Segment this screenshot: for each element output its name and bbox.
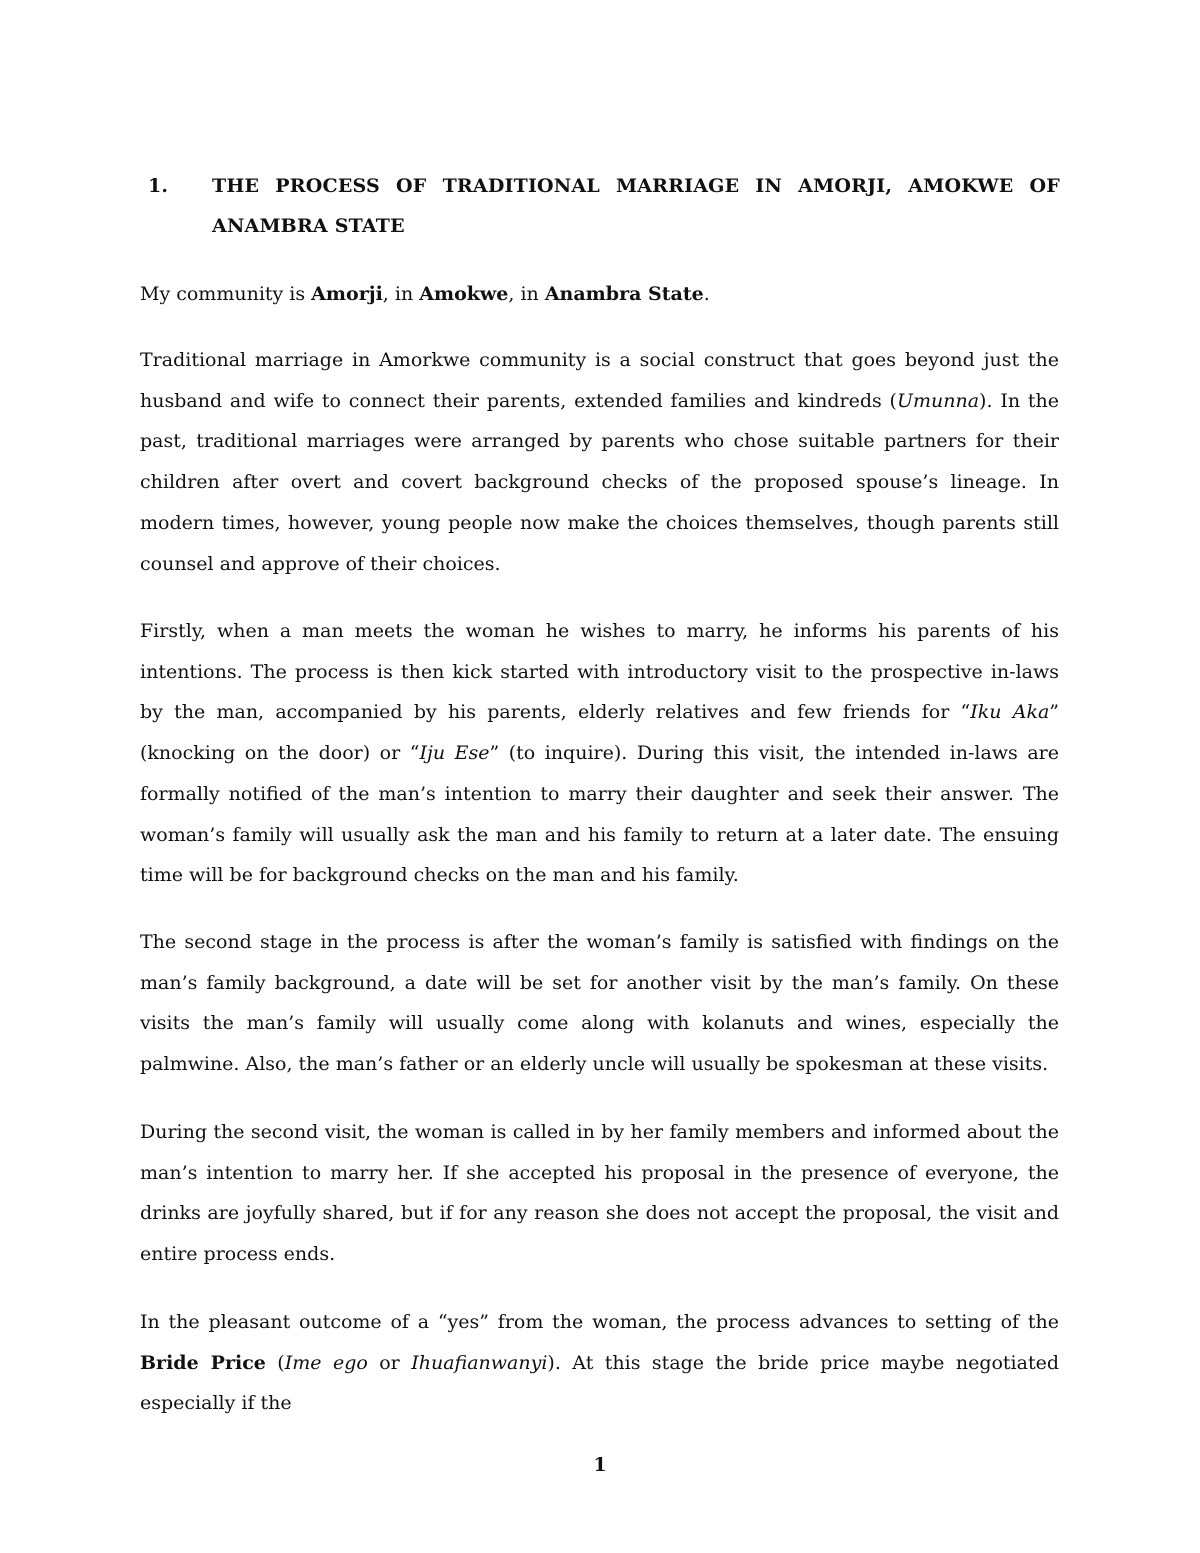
intro-text: , in <box>508 283 545 305</box>
heading-text: THE PROCESS OF TRADITIONAL MARRIAGE IN AMORJI, AMOKWE OF ANAMBRA STATE <box>212 175 1060 237</box>
term-bride-price: Bride Price <box>140 1351 266 1374</box>
paragraph-first-visit <box>140 611 1059 896</box>
paragraph-second-visit: During the second visit, the woman is called in by her family members and informed about the man’s intention to marry her. If she accepted his proposal in the presence of everyone, the drinks are joyfully shared, but if for any reason she does not accept the proposal, the visit and entire process ends. <box>140 1121 1059 1266</box>
intro-text: . <box>703 283 710 305</box>
heading-number: 1. <box>148 175 169 197</box>
intro-text: , in <box>382 283 420 305</box>
paragraph-text: ). At this stage the bride price maybe negotiated especially if the <box>140 1351 1059 1415</box>
intro-paragraph <box>140 274 1059 315</box>
page-number: 1 <box>593 1454 607 1476</box>
term-ihuafianwanyi: Ihuafianwanyi <box>411 1351 548 1374</box>
paragraph-text: or <box>367 1351 412 1374</box>
paragraph-text: Firstly, when a man meets the woman he wishes to marry, he informs his parents of his intentions. The process is then kick started with introductory visit to the prospective in-laws by the man, accompanied by his parents, elderly relatives and few friends for “ <box>140 620 1059 724</box>
state-name: Anambra State <box>544 283 704 305</box>
paragraph-text: In the pleasant outcome of a “yes” from the woman, the process advances to setting of the <box>140 1311 1059 1333</box>
community-name: Amorji <box>311 283 383 305</box>
term-iju-ese: Iju Ese <box>419 742 490 765</box>
term-ime-ego: Ime ego <box>284 1351 368 1374</box>
paragraph-second-stage: The second stage in the process is after the woman’s family is satisfied with findings on the man’s family background, a date will be set for another visit by the man’s family. On these visits the man’s family will usually come along with kolanuts and wines, especially the palmwine. Also, the man’s father or an elderly uncle will usually be spokesman at these visits. <box>140 931 1059 1076</box>
paragraph-text: ” (knocking on the door) or “ <box>140 701 1059 765</box>
paragraph-text: ( <box>265 1351 285 1374</box>
paragraph-traditional-marriage <box>140 340 1059 584</box>
town-name: Amokwe <box>419 283 509 305</box>
term-umunna: Umunna <box>896 389 980 412</box>
paragraph-text: ). In the past, traditional marriages were arranged by parents who chose suitable partners for their children after overt and covert background checks of the proposed spouse’s lineage. In modern times, however, young people now make the choices themselves, though parents still counsel and approve of their choices. <box>140 389 1059 575</box>
intro-text: My community is <box>140 283 312 305</box>
paragraph-text: ” (to inquire). During this visit, the intended in-laws are formally notified of the man’s intention to marry their daughter and seek their answer. The woman’s family will usually ask the man and his family to return at a later date. The ensuing time will be for background checks on the man and his family. <box>140 742 1059 887</box>
paragraph-bride-price <box>140 1302 1059 1424</box>
paragraph-text: Traditional marriage in Amorkwe community is a social construct that goes beyond just the husband and wife to connect their parents, extended families and kindreds ( <box>140 349 1059 412</box>
term-iku-aka: Iku Aka <box>970 701 1050 724</box>
section-heading <box>140 166 1060 246</box>
